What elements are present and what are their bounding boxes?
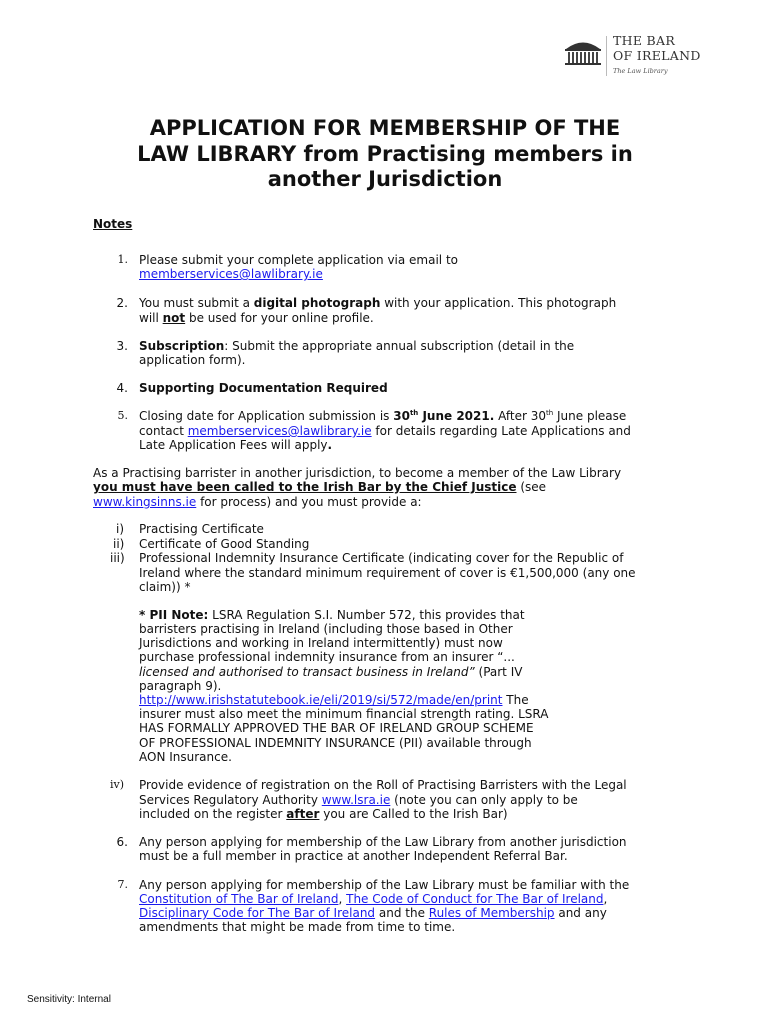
list-item: Professional Indemnity Insurance Certificate (indicating cover for the Republic of [139, 551, 624, 565]
list-number: iv) [110, 778, 125, 791]
list-item: Certificate of Good Standing [139, 537, 310, 551]
list-number: ii) [113, 537, 125, 551]
bar-of-ireland-logo [563, 34, 713, 80]
logo-wordmark: THE BAR OF IRELAND [613, 33, 701, 63]
list-item: Provide evidence of registration on the Roll of Practising Barristers with the Legal [139, 778, 627, 792]
code-of-conduct-link[interactable]: The Code of Conduct for The Bar of Ireland [346, 892, 604, 906]
pii-note: licensed and authorised to transact business in Ireland” (Part IV [139, 665, 523, 679]
kingsinns-link[interactable]: www.kingsinns.ie [93, 495, 197, 509]
page-title: APPLICATION FOR MEMBERSHIP OF THE LAW LIBRARY from Practising members in another Jurisdiction [137, 116, 633, 191]
note-number: 1. [117, 253, 128, 266]
note-number: 4. [116, 381, 128, 395]
note-1-text: Please submit your complete application via email to [139, 253, 459, 267]
note-7-text: Any person applying for membership of the Law Library must be familiar with the [139, 878, 630, 892]
logo-subtitle: The Law Library [613, 67, 668, 75]
lsra-link[interactable]: www.lsra.ie [321, 793, 391, 807]
building-dome-icon [563, 38, 603, 68]
constitution-link[interactable]: Constitution of The Bar of Ireland [139, 892, 339, 906]
note-number: 2. [116, 296, 128, 310]
notes-heading: Notes [93, 217, 133, 231]
pii-note: purchase professional indemnity insurance from an insurer “... [139, 650, 515, 664]
intro-paragraph: As a Practising barrister in another jurisdiction, to become a member of the Law Library [93, 466, 622, 480]
note-5-text: contact memberservices@lawlibrary.ie for details regarding Late Applications and [139, 424, 631, 438]
list-item: Services Regulatory Authority www.lsra.ie (note you can only apply to be [139, 793, 578, 807]
note-2-text: will not be used for your online profile. [139, 311, 374, 325]
list-item: Practising Certificate [139, 522, 264, 536]
note-7-text: Disciplinary Code for The Bar of Ireland and the Rules of Membership and any [139, 906, 607, 920]
note-6-text: Any person applying for membership of the Law Library from another jurisdiction [139, 835, 627, 849]
memberservices-email-link[interactable]: memberservices@lawlibrary.ie [187, 424, 372, 438]
list-number: iii) [110, 551, 125, 565]
note-number: 7. [117, 878, 128, 891]
pii-note: barristers practising in Ireland (including those based in Other [139, 622, 513, 636]
irishstatutebook-link[interactable]: http://www.irishstatutebook.ie/eli/2019/si/572/made/en/print [139, 693, 503, 707]
pii-note: insurer must also meet the minimum financial strength rating. LSRA [139, 707, 549, 721]
note-4-text: Supporting Documentation Required [139, 381, 388, 395]
rules-of-membership-link[interactable]: Rules of Membership [428, 906, 555, 920]
note-2-text: You must submit a digital photograph with your application. This photograph [139, 296, 617, 310]
sensitivity-label: Sensitivity: Internal [27, 994, 111, 1005]
note-7-text: amendments that might be made from time to time. [139, 920, 456, 934]
pii-note: paragraph 9). [139, 679, 222, 693]
note-3-text: Subscription: Submit the appropriate annual subscription (detail in the [139, 339, 575, 353]
pii-note: OF PROFESSIONAL INDEMNITY INSURANCE (PII) available through [139, 736, 532, 750]
note-3-text: application form). [139, 353, 246, 367]
list-item: included on the register after you are Called to the Irish Bar) [139, 807, 508, 821]
memberservices-email-link[interactable]: memberservices@lawlibrary.ie [139, 267, 323, 281]
pii-note: HAS FORMALLY APPROVED THE BAR OF IRELAND GROUP SCHEME [139, 721, 534, 735]
note-7-text: Constitution of The Bar of Ireland, The Code of Conduct for The Bar of Ireland, [139, 892, 608, 906]
list-number: i) [116, 522, 125, 536]
list-item: claim)) * [139, 580, 191, 594]
disciplinary-code-link[interactable]: Disciplinary Code for The Bar of Ireland [139, 906, 376, 920]
note-number: 5. [117, 409, 128, 422]
intro-paragraph: you must have been called to the Irish Bar by the Chief Justice (see [93, 480, 547, 494]
list-item: Ireland where the standard minimum requirement of cover is €1,500,000 (any one [139, 566, 636, 580]
note-5-text: Closing date for Application submission is 30th June 2021. After 30th June please [139, 409, 627, 423]
pii-note: * PII Note: LSRA Regulation S.I. Number 572, this provides that [139, 608, 525, 622]
logo-divider [606, 36, 607, 76]
note-6-text: must be a full member in practice at another Independent Referral Bar. [139, 849, 568, 863]
note-number: 6. [116, 835, 128, 849]
note-5-text: Late Application Fees will apply. [139, 438, 333, 452]
pii-note: AON Insurance. [139, 750, 232, 764]
pii-note: http://www.irishstatutebook.ie/eli/2019/si/572/made/en/print The [139, 693, 529, 707]
note-number: 3. [116, 339, 128, 353]
intro-paragraph: www.kingsinns.ie for process) and you must provide a: [93, 495, 422, 509]
pii-note: Jurisdictions and working in Ireland intermittently) must now [139, 636, 503, 650]
